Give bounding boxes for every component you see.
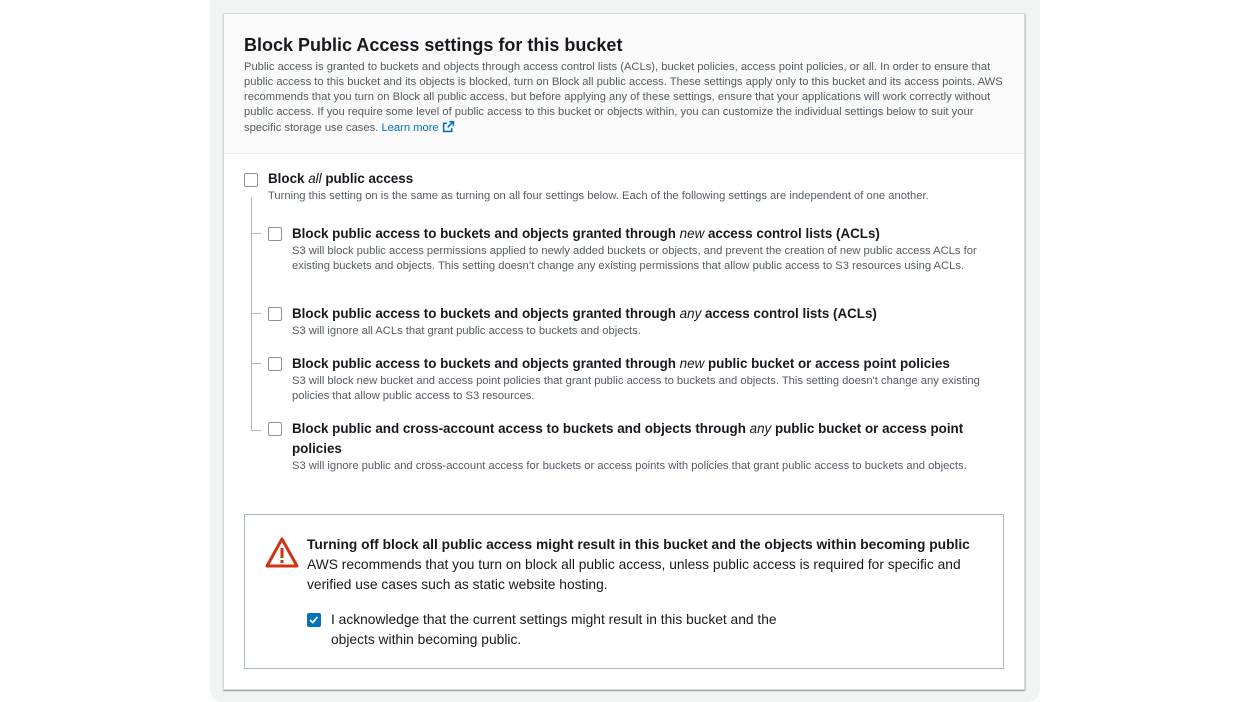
option-any-policies-description: S3 will ignore public and cross-account access for buckets or access points with policies that grant public access to buckets and objects. bbox=[292, 460, 967, 472]
option-label-post: access control lists (ACLs) bbox=[701, 306, 877, 321]
option-new-acls-text bbox=[292, 224, 1013, 274]
panel-description bbox=[244, 60, 1004, 136]
panel-title: Block Public Access settings for this bucket bbox=[244, 35, 623, 55]
option-any-policies-checkbox[interactable] bbox=[268, 422, 282, 436]
block-all-checkbox[interactable] bbox=[244, 173, 258, 187]
option-new-policies-checkbox[interactable] bbox=[268, 357, 282, 371]
block-all-label bbox=[268, 169, 929, 189]
tree-tick bbox=[251, 313, 261, 314]
learn-more-label: Learn more bbox=[381, 122, 439, 134]
block-all-label-post: public access bbox=[321, 171, 414, 186]
tree-tick bbox=[251, 363, 261, 364]
option-any-acls bbox=[268, 304, 1013, 339]
option-new-acls-description: S3 will block public access permissions applied to newly added buckets or objects, and prevent the creation of new public access ACLs for existing buckets and objects. This setting doesn’t change any existing permissions that allow public access to S3 resources using ACLs. bbox=[292, 245, 977, 272]
warning-body bbox=[307, 535, 987, 650]
option-label-emphasis: any bbox=[749, 421, 772, 436]
option-any-acls-text bbox=[292, 304, 877, 339]
option-any-acls-checkbox[interactable] bbox=[268, 307, 282, 321]
option-new-policies-text bbox=[292, 354, 1013, 404]
option-label-pre: Block public and cross-account access to buckets and objects through bbox=[292, 421, 750, 436]
option-new-policies bbox=[268, 354, 1013, 404]
option-any-acls-description: S3 will ignore all ACLs that grant public access to buckets and objects. bbox=[292, 325, 641, 337]
option-new-policies-label bbox=[292, 354, 1013, 374]
block-all-public-access bbox=[244, 172, 1014, 204]
option-label-post: access control lists (ACLs) bbox=[704, 226, 880, 241]
acknowledge-checkbox[interactable] bbox=[307, 613, 321, 627]
block-public-access-panel bbox=[223, 13, 1025, 690]
option-label-pre: Block public access to buckets and objects granted through bbox=[292, 356, 680, 371]
tree-tick bbox=[251, 430, 261, 431]
option-label-post: public bucket or access point policies bbox=[292, 421, 964, 456]
warning-title: Turning off block all public access might result in this bucket and the objects within becoming public bbox=[307, 537, 970, 552]
public-access-warning bbox=[244, 514, 1004, 669]
option-new-policies-description: S3 will block new bucket and access point policies that grant public access to buckets and objects. This setting doesn't change any existing policies that allow public access to S3 resources. bbox=[292, 375, 980, 402]
option-label-emphasis: new bbox=[679, 356, 705, 371]
tree-tick bbox=[251, 233, 261, 234]
warning-text: AWS recommends that you turn on block all public access, unless public access is required for specific and verified use cases such as static website hosting. bbox=[307, 557, 961, 592]
option-label-post: public bucket or access point policies bbox=[704, 356, 950, 371]
block-all-label-emphasis: all bbox=[308, 171, 322, 186]
block-all-label-pre: Block bbox=[268, 171, 309, 186]
block-all-text bbox=[268, 172, 929, 204]
acknowledge-row bbox=[307, 610, 987, 650]
option-label-emphasis: new bbox=[679, 226, 705, 241]
warning-triangle-icon bbox=[265, 537, 299, 569]
acknowledge-label: I acknowledge that the current settings might result in this bucket and the objects within becoming public. bbox=[331, 612, 777, 647]
learn-more-link[interactable] bbox=[381, 122, 454, 134]
option-any-policies bbox=[268, 419, 1013, 474]
panel-header bbox=[224, 14, 1024, 154]
external-link-icon bbox=[442, 120, 455, 133]
option-any-acls-label bbox=[292, 304, 877, 324]
option-new-acls-label bbox=[292, 224, 1013, 244]
option-new-acls-checkbox[interactable] bbox=[268, 227, 282, 241]
panel-description-text: Public access is granted to buckets and objects through access control lists (ACLs), bucket policies, access point policies, or all. In order to ensure that public access to this bucket and its objects is blocked, turn on Block all public access. These settings apply only to this bucket and its access points. AWS recommends that you turn on Block all public access, but before applying any of these settings, ensure that your applications will work correctly without public access. If you require some level of public access to this bucket or objects within, you can customize the individual settings below to suit your specific storage use cases. bbox=[244, 61, 1003, 134]
option-label-emphasis: any bbox=[679, 306, 702, 321]
option-any-policies-text bbox=[292, 419, 1013, 474]
settings-list bbox=[224, 154, 1024, 472]
option-label-pre: Block public access to buckets and objects granted through bbox=[292, 226, 680, 241]
block-all-description: Turning this setting on is the same as turning on all four settings below. Each of the following settings are independent of one another. bbox=[268, 190, 929, 202]
checkmark-icon bbox=[308, 614, 320, 626]
option-label-pre: Block public access to buckets and objects granted through bbox=[292, 306, 680, 321]
option-new-acls bbox=[268, 224, 1013, 274]
option-any-policies-label bbox=[292, 419, 1013, 459]
